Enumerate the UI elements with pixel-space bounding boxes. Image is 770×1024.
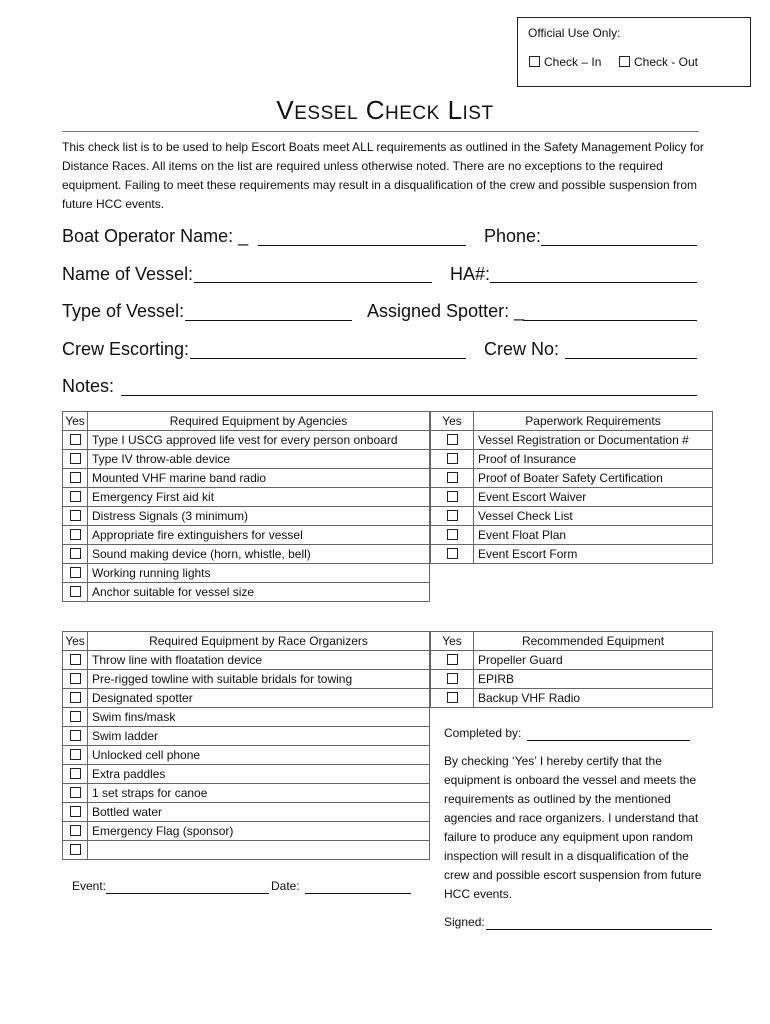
item-label: Emergency First aid kit [88, 488, 430, 507]
crew-escorting-field[interactable] [190, 358, 466, 359]
item-label: Extra paddles [88, 765, 430, 784]
table-row [63, 784, 430, 803]
item-label: Vessel Registration or Documentation # [474, 431, 713, 450]
checkbox[interactable] [431, 689, 474, 708]
checkbox-icon [447, 472, 458, 483]
table-row [431, 651, 713, 670]
table-row [63, 488, 430, 507]
checkbox[interactable] [63, 670, 88, 689]
vessel-name-label: Name of Vessel: [62, 264, 194, 284]
item-label: Event Escort Form [474, 545, 713, 564]
checkbox-icon [70, 548, 81, 559]
checkbox-icon [70, 806, 81, 817]
checkbox[interactable] [431, 431, 474, 450]
checkbox-icon [70, 654, 81, 665]
checkbox-icon [70, 567, 81, 578]
checkbox[interactable] [63, 803, 88, 822]
official-use-title: Official Use Only: [528, 26, 621, 40]
signature-field[interactable] [486, 929, 712, 930]
item-label: Distress Signals (3 minimum) [88, 507, 430, 526]
recommended-header: Recommended Equipment [474, 632, 713, 651]
table-row [63, 526, 430, 545]
checkbox-icon [70, 453, 81, 464]
item-label: Event Float Plan [474, 526, 713, 545]
table-row [63, 708, 430, 727]
checkbox[interactable] [63, 507, 88, 526]
vessel-type-label: Type of Vessel: [62, 301, 185, 321]
checkbox[interactable] [431, 469, 474, 488]
ha-field[interactable] [490, 282, 697, 283]
item-label: Anchor suitable for vessel size [88, 583, 430, 602]
table-row [63, 469, 430, 488]
table-row [63, 765, 430, 784]
table-row [63, 651, 430, 670]
checkbox-icon [447, 529, 458, 540]
table-row [63, 803, 430, 822]
certification-text: By checking ‘Yes’ I hereby certify that the equipment is onboard the vessel and meets the requirements as outlined by the mentioned agencies and race organizers. I understand that failure to produce any equipment upon random inspection will result in a disqualification of the crew and possible escort suspension from future HCC events. [444, 754, 702, 901]
table-row [63, 841, 430, 860]
item-label: Unlocked cell phone [88, 746, 430, 765]
date-label: Date: [271, 879, 300, 893]
document-title: VESSEL CHECK LIST [276, 95, 494, 125]
checkbox-icon [619, 56, 630, 67]
checkbox-icon [529, 56, 540, 67]
item-label: Bottled water [88, 803, 430, 822]
item-label: Sound making device (horn, whistle, bell) [88, 545, 430, 564]
agencies-header: Required Equipment by Agencies [88, 412, 430, 431]
crew-no-label: Crew No: [484, 339, 560, 359]
checkbox[interactable] [63, 727, 88, 746]
item-label: Type I USCG approved life vest for every person onboard [88, 431, 430, 450]
checkbox[interactable] [63, 583, 88, 602]
crew-escorting-label: Crew Escorting: [62, 339, 190, 359]
notes-field[interactable] [121, 395, 697, 396]
checkbox-icon [70, 730, 81, 741]
item-label: Appropriate fire extinguishers for vessel [88, 526, 430, 545]
item-label: Proof of Boater Safety Certification [474, 469, 713, 488]
checkbox-icon [447, 510, 458, 521]
item-label: 1 set straps for canoe [88, 784, 430, 803]
completed-by-field[interactable] [527, 740, 690, 741]
checkbox[interactable] [63, 488, 88, 507]
table-row [431, 488, 713, 507]
intro-paragraph: This check list is to be used to help Escort Boats meet ALL requirements as outlined in the Safety Management Policy for Distance Races. All items on the list are required unless otherwise noted. There are no exceptions to the required equipment. Failing to meet these requirements may result in a disqualification of the crew and possible suspension from future HCC events. [62, 140, 704, 211]
checkbox-icon [70, 825, 81, 836]
table-row [63, 583, 430, 602]
checkbox[interactable] [431, 670, 474, 689]
official-use-box [517, 17, 751, 87]
checkbox-icon [70, 844, 81, 855]
checkbox-icon [70, 529, 81, 540]
item-label: Swim fins/mask [88, 708, 430, 727]
checkbox-icon [70, 711, 81, 722]
vessel-name-field[interactable] [194, 282, 432, 283]
crew-no-field[interactable] [565, 358, 697, 359]
item-label: Emergency Flag (sponsor) [88, 822, 430, 841]
checkbox-icon [70, 586, 81, 597]
checkbox[interactable] [63, 469, 88, 488]
yes-header: Yes [431, 412, 474, 431]
item-label: Event Escort Waiver [474, 488, 713, 507]
notes-label: Notes: [62, 376, 115, 396]
checkbox-icon [70, 673, 81, 684]
table-row [63, 507, 430, 526]
item-label: Mounted VHF marine band radio [88, 469, 430, 488]
ha-label: HA#: [450, 264, 491, 284]
checkbox[interactable] [63, 651, 88, 670]
boat-operator-label: Boat Operator Name: _ [62, 226, 249, 246]
organizers-header: Required Equipment by Race Organizers [88, 632, 430, 651]
checkbox-icon [447, 654, 458, 665]
phone-label: Phone: [484, 226, 542, 246]
checkbox-icon [70, 749, 81, 760]
checkbox-icon [70, 434, 81, 445]
item-label: Type IV throw-able device [88, 450, 430, 469]
item-label: Vessel Check List [474, 507, 713, 526]
item-label: Working running lights [88, 564, 430, 583]
table-row [431, 469, 713, 488]
item-label: Proof of Insurance [474, 450, 713, 469]
item-label: Throw line with floatation device [88, 651, 430, 670]
checkbox[interactable] [63, 784, 88, 803]
date-field[interactable] [305, 893, 411, 894]
paperwork-header: Paperwork Requirements [474, 412, 713, 431]
checkbox-icon [70, 692, 81, 703]
item-label: Pre-rigged towline with suitable bridals for towing [88, 670, 430, 689]
checkbox[interactable] [63, 564, 88, 583]
table-row [431, 670, 713, 689]
yes-header: Yes [431, 632, 474, 651]
check-out-label: Check - Out [634, 55, 699, 69]
checkbox-icon [447, 692, 458, 703]
yes-header: Yes [63, 632, 88, 651]
check-in-checkbox[interactable] [529, 55, 601, 69]
table-row [431, 545, 713, 564]
table-row [63, 822, 430, 841]
checkbox[interactable] [431, 507, 474, 526]
check-in-label: Check – In [544, 55, 602, 69]
phone-field[interactable] [541, 245, 697, 246]
table-row [431, 507, 713, 526]
checkbox[interactable] [63, 545, 88, 564]
checkbox[interactable] [63, 450, 88, 469]
spotter-label: Assigned Spotter: _ [367, 301, 525, 321]
checkbox-icon [70, 787, 81, 798]
item-label: Designated spotter [88, 689, 430, 708]
checkbox-icon [70, 491, 81, 502]
check-out-checkbox[interactable] [619, 55, 698, 69]
agencies-table [62, 411, 430, 602]
table-row [63, 431, 430, 450]
vessel-type-field[interactable] [185, 320, 352, 321]
event-label: Event: [72, 879, 107, 893]
checkbox-icon [447, 548, 458, 559]
table-row [63, 545, 430, 564]
paperwork-table [430, 411, 713, 564]
checkbox[interactable] [63, 431, 88, 450]
checkbox-icon [447, 434, 458, 445]
table-row [431, 431, 713, 450]
item-label: Swim ladder [88, 727, 430, 746]
checkbox-icon [447, 491, 458, 502]
checkbox[interactable] [63, 689, 88, 708]
table-row [63, 727, 430, 746]
table-row [63, 564, 430, 583]
checkbox[interactable] [63, 526, 88, 545]
table-row [431, 526, 713, 545]
checkbox-icon [70, 768, 81, 779]
checkbox[interactable] [63, 708, 88, 727]
checkbox[interactable] [431, 545, 474, 564]
completed-by-label: Completed by: [444, 726, 522, 740]
recommended-table [430, 631, 713, 708]
table-row [63, 689, 430, 708]
checkbox-icon [447, 453, 458, 464]
checkbox-icon [70, 510, 81, 521]
checkbox[interactable] [431, 526, 474, 545]
checkbox[interactable] [431, 651, 474, 670]
table-row [63, 746, 430, 765]
item-label[interactable] [88, 841, 430, 860]
checkbox[interactable] [63, 822, 88, 841]
item-label: Propeller Guard [474, 651, 713, 670]
checkbox[interactable] [63, 746, 88, 765]
checkbox[interactable] [63, 765, 88, 784]
table-row [63, 670, 430, 689]
signed-label: Signed: [444, 915, 485, 929]
table-row [431, 689, 713, 708]
organizers-table [62, 631, 430, 860]
checkbox-icon [70, 472, 81, 483]
spotter-field[interactable] [523, 320, 697, 321]
title-divider [62, 131, 699, 132]
item-label: Backup VHF Radio [474, 689, 713, 708]
item-label: EPIRB [474, 670, 713, 689]
checkbox[interactable] [431, 488, 474, 507]
table-row [431, 450, 713, 469]
checkbox[interactable] [431, 450, 474, 469]
yes-header: Yes [63, 412, 88, 431]
checkbox-icon [447, 673, 458, 684]
event-field[interactable] [106, 893, 269, 894]
table-row [63, 450, 430, 469]
boat-operator-field[interactable] [258, 245, 466, 246]
checkbox[interactable] [63, 841, 88, 860]
